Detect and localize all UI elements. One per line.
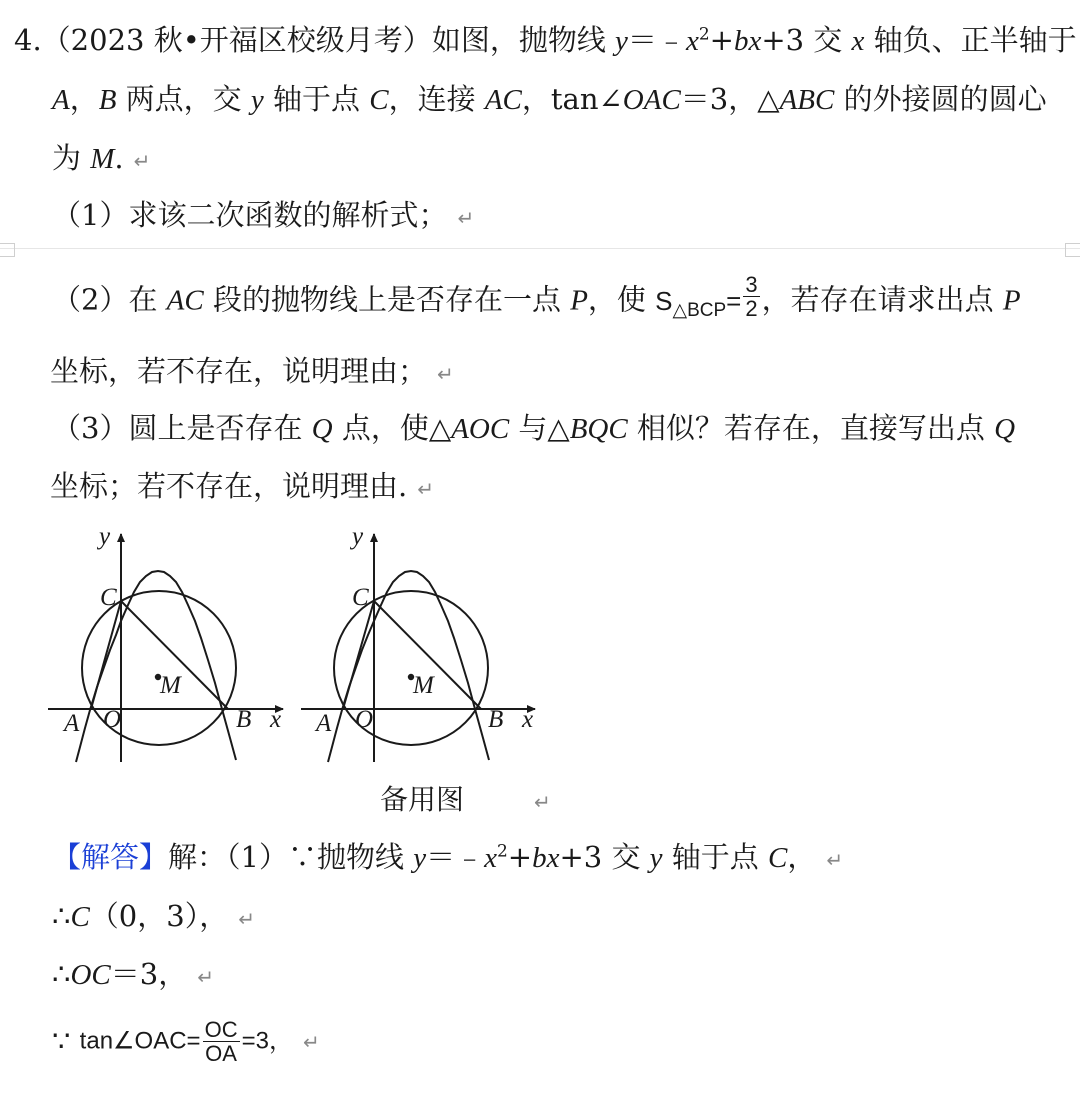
segment-AC [91, 601, 121, 709]
label-C: C [100, 584, 117, 611]
problem-line-3: 为 M. ↵ [52, 141, 151, 175]
label-M: M [160, 672, 181, 699]
geometry-figures [0, 520, 1080, 820]
solution-line-3: ∴OC＝3， ↵ [52, 957, 214, 991]
return-mark: ↵ [534, 790, 551, 814]
question-1: （1）求该二次函数的解析式； ↵ [52, 198, 475, 232]
problem-number: 4. [14, 23, 42, 57]
label-y: y [352, 523, 364, 550]
return-mark: ↵ [238, 907, 255, 931]
margin-mark-left [0, 243, 15, 257]
label-y: y [99, 523, 111, 550]
label-A: A [316, 710, 332, 737]
segment-AC [343, 601, 374, 709]
label-O: O [355, 706, 374, 733]
label-B: B [488, 706, 504, 733]
return-mark: ↵ [457, 206, 475, 230]
solution-line-2: ∴C（0，3）， ↵ [52, 899, 255, 933]
question-3-line-2: 坐标；若不存在，说明理由. ↵ [50, 469, 434, 503]
label-M: M [413, 672, 434, 699]
return-mark: ↵ [826, 848, 844, 872]
question-3: （3）圆上是否存在 Q 点，使△AOC 与△BQC 相似？若存在，直接写出点 Q [52, 411, 1016, 445]
label-x: x [270, 706, 282, 733]
return-mark: ↵ [417, 477, 434, 501]
fraction-oc-over-oa: $\frac{OC}{OA}$ [204, 1017, 238, 1067]
margin-mark-right [1065, 243, 1080, 257]
return-mark: ↵ [302, 1029, 320, 1054]
label-C: C [352, 584, 369, 611]
problem-line-2: A，B 两点，交 y 轴于点 C，连接 AC，tan∠OAC＝3，△ABC 的外接圆的圆心 [52, 82, 1047, 116]
solution-tag: 【解答】 [52, 840, 169, 874]
label-O: O [103, 706, 122, 733]
fraction-three-halves: $\frac{3}{2}$ [745, 272, 758, 322]
solution-line-1: 【解答】解：（1）∵抛物线 $y=﹣x^2+bx+3$ 交 y 轴于点 C， ↵ [52, 840, 844, 874]
page-break-line [0, 248, 1080, 249]
question-2-line-2: 坐标，若不存在，说明理由； ↵ [50, 354, 454, 388]
return-mark: ↵ [133, 149, 151, 173]
page-break [0, 243, 1080, 255]
triangle-area-expression: $S_{\triangle BCP}=$ [655, 285, 742, 321]
question-2: （2）在 AC 段的抛物线上是否存在一点 P，使 $S_{\triangle BCP}=$ $\frac{3}{2}$ ，若存在请求出点 P [52, 272, 1021, 322]
label-x: x [522, 706, 534, 733]
label-A: A [64, 710, 80, 737]
problem-line-1: 4.（2023 秋•开福区校级月考）如图，抛物线 $y=﹣x^2+bx+3$ 交 x 轴负、正半轴于 [14, 23, 1077, 57]
label-B: B [236, 706, 252, 733]
solution-line-4: ∵ tan∠OAC= $\frac{OC}{OA}$ =3， ↵ [52, 1017, 320, 1067]
figure-caption: 备用图 ↵ [380, 783, 551, 816]
problem-source: （2023 秋•开福区校级月考） [41, 23, 432, 57]
return-mark: ↵ [437, 362, 454, 386]
return-mark: ↵ [197, 965, 214, 989]
